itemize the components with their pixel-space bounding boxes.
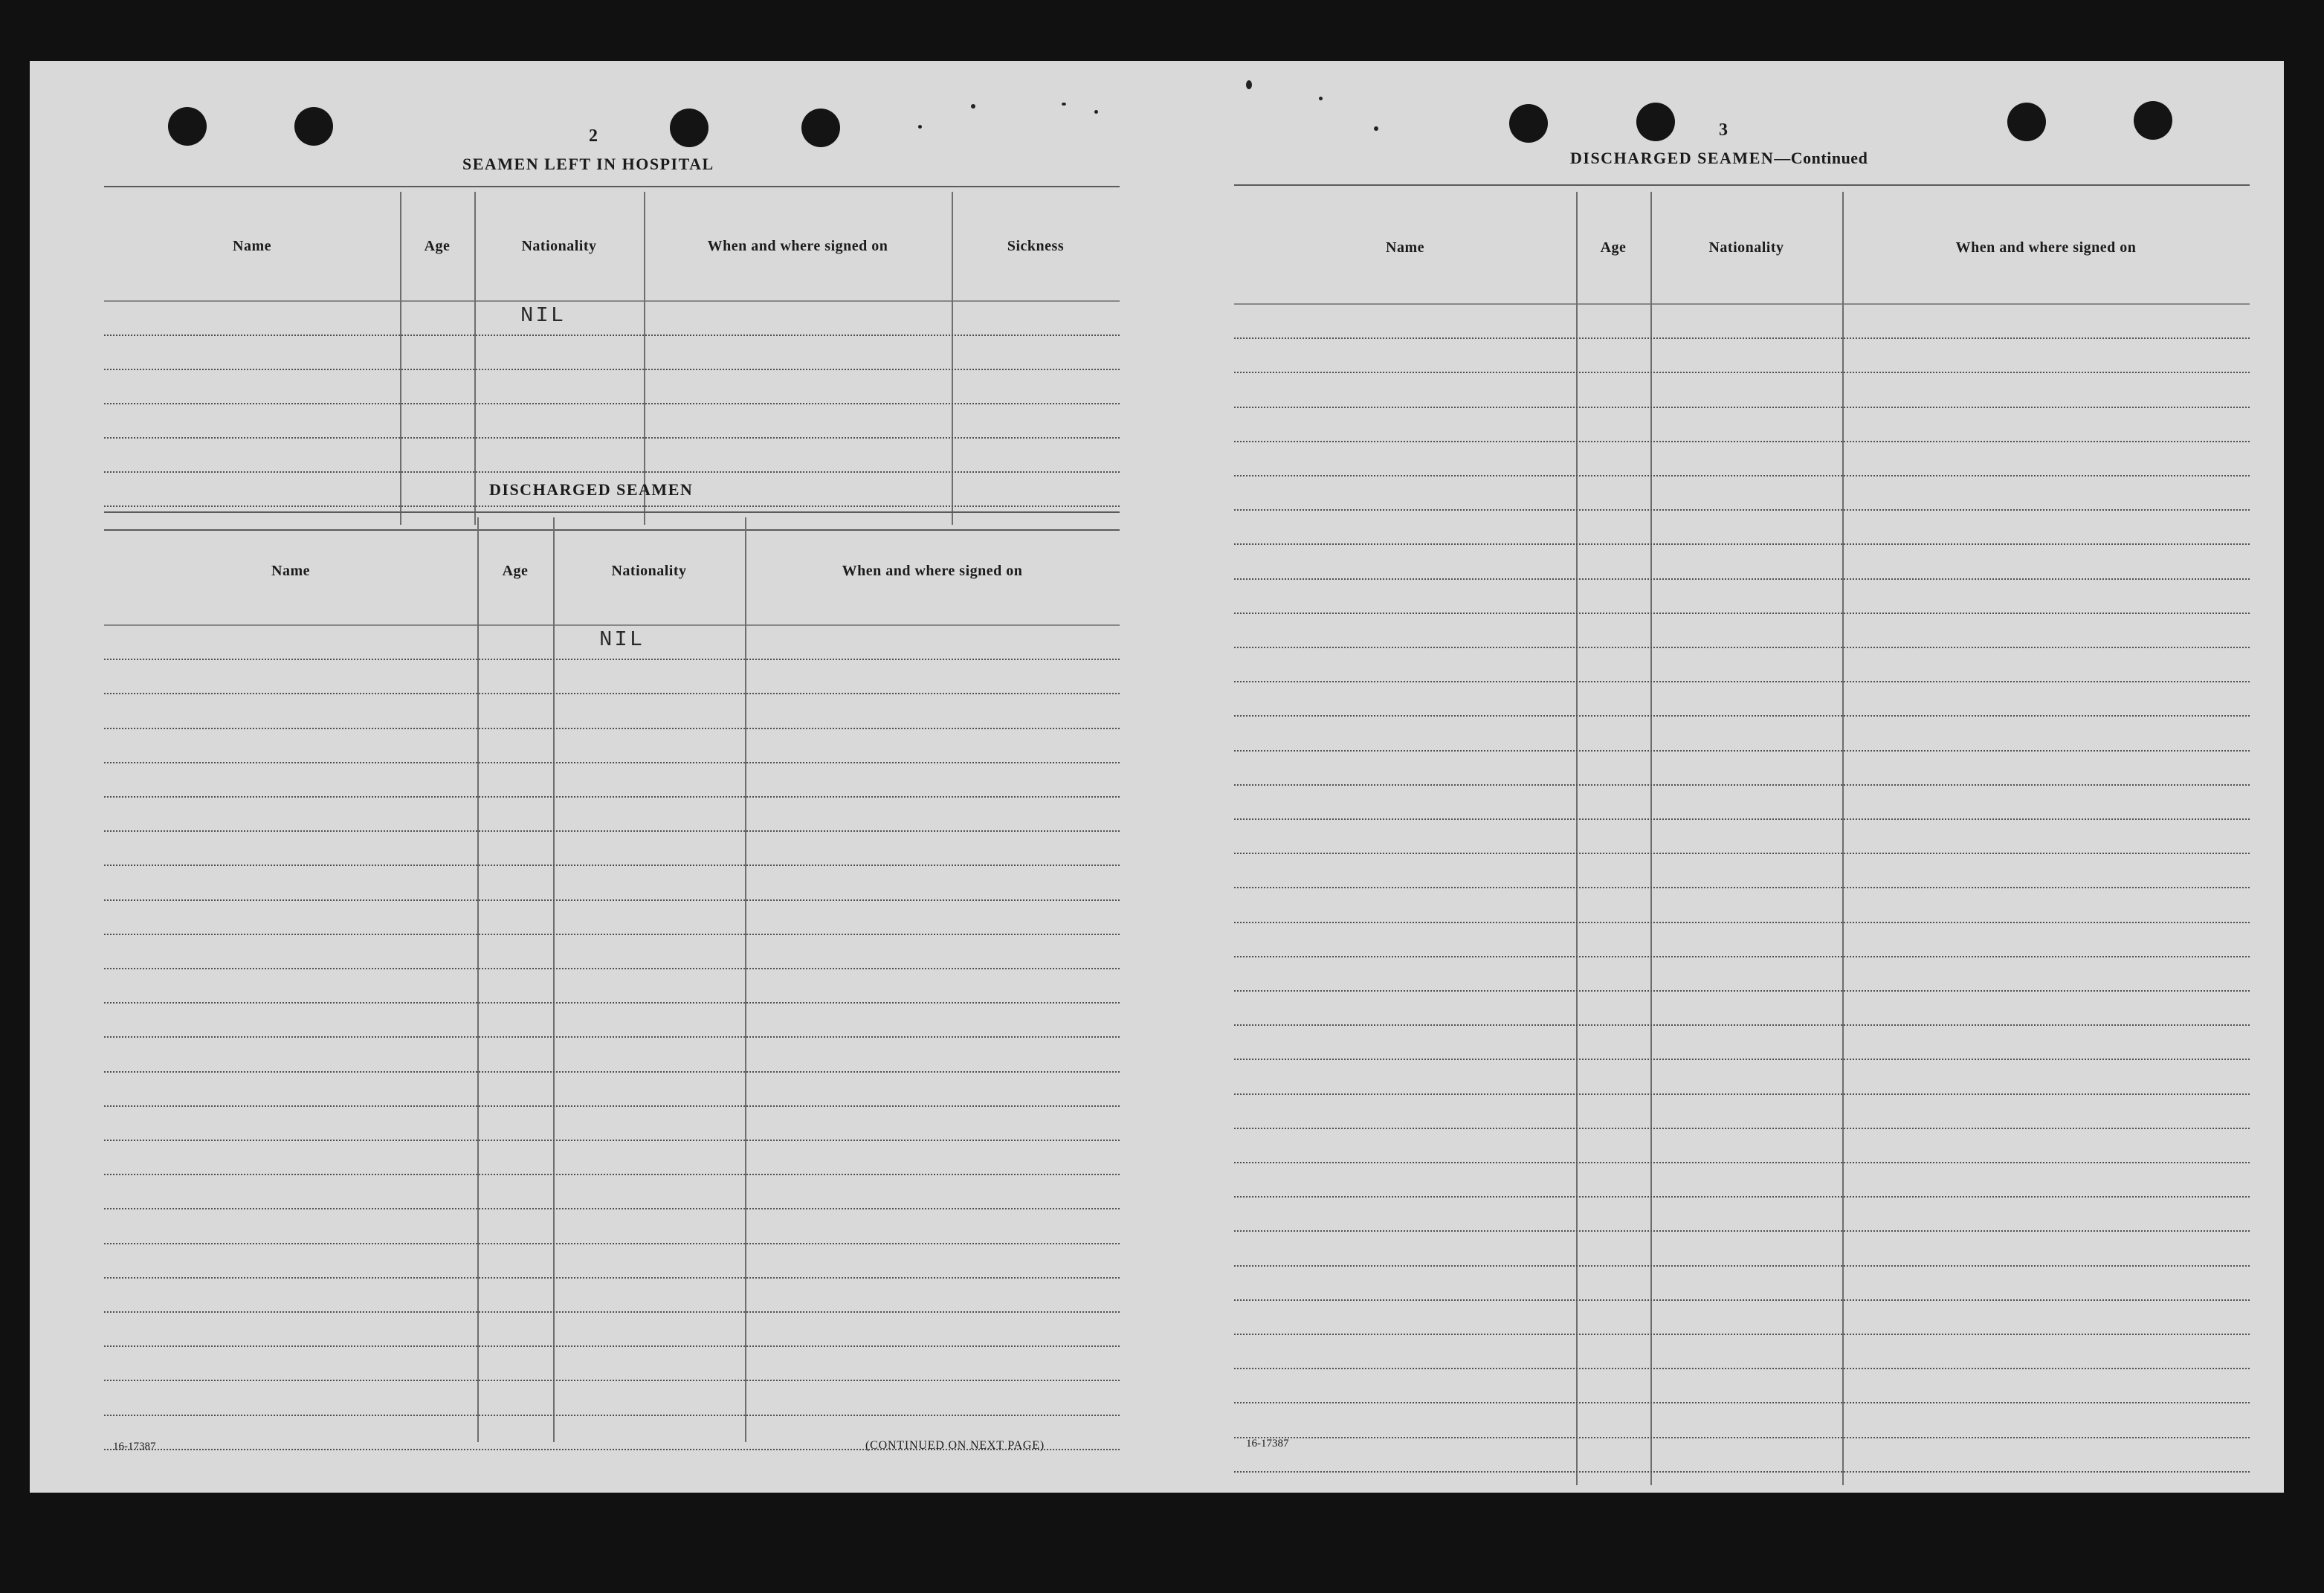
table-row bbox=[1234, 922, 2250, 923]
table-row bbox=[104, 796, 1120, 798]
table-row bbox=[1234, 613, 2250, 614]
table-row bbox=[1234, 681, 2250, 682]
header-rule bbox=[104, 511, 1120, 513]
column-header: When and where signed on bbox=[707, 237, 888, 254]
table-row bbox=[1234, 750, 2250, 752]
table-row bbox=[104, 1002, 1120, 1004]
column-header: Nationality bbox=[1708, 239, 1784, 256]
table-row bbox=[1234, 1334, 2250, 1335]
form-number-right: 16-17387 bbox=[1246, 1438, 1289, 1450]
table-row bbox=[1234, 1471, 2250, 1473]
table-row bbox=[104, 1415, 1120, 1416]
table-row bbox=[104, 1071, 1120, 1073]
column-header: Nationality bbox=[611, 562, 687, 579]
page-number-left: 2 bbox=[589, 126, 598, 146]
table-row bbox=[1234, 509, 2250, 511]
header-rule bbox=[104, 186, 1120, 187]
column-divider bbox=[644, 192, 645, 525]
table-row bbox=[1234, 956, 2250, 957]
table-row bbox=[1234, 1128, 2250, 1129]
speck bbox=[1062, 103, 1066, 106]
page-number-right: 3 bbox=[1719, 120, 1728, 140]
table-row bbox=[104, 934, 1120, 935]
table-row bbox=[104, 865, 1120, 866]
column-divider bbox=[553, 517, 555, 1442]
table-row bbox=[1234, 372, 2250, 373]
table-header bbox=[1234, 192, 2250, 305]
table-row bbox=[1234, 853, 2250, 854]
column-header: Name bbox=[1386, 239, 1424, 256]
punch-hole bbox=[2134, 101, 2172, 140]
hospital-table bbox=[104, 192, 1120, 525]
table-row bbox=[104, 1380, 1120, 1381]
punch-hole bbox=[801, 109, 840, 147]
table-row bbox=[104, 1243, 1120, 1244]
table-row bbox=[1234, 1368, 2250, 1369]
table-row bbox=[1234, 407, 2250, 408]
column-header: Age bbox=[502, 562, 529, 579]
punch-hole bbox=[2007, 103, 2046, 141]
table-row bbox=[1234, 818, 2250, 820]
table-row bbox=[1234, 1196, 2250, 1198]
table-row bbox=[1234, 1093, 2250, 1095]
discharged-table bbox=[104, 517, 1120, 1442]
header-rule bbox=[1234, 184, 2250, 186]
continued-note: (CONTINUED ON NEXT PAGE) bbox=[865, 1439, 1045, 1452]
punch-hole bbox=[1509, 104, 1548, 143]
punch-hole bbox=[294, 107, 333, 146]
column-header: When and where signed on bbox=[842, 562, 1023, 579]
table-row bbox=[1234, 578, 2250, 580]
speck bbox=[1319, 97, 1323, 100]
column-header: Age bbox=[1600, 239, 1627, 256]
table-row bbox=[1234, 1230, 2250, 1232]
table-row bbox=[104, 1140, 1120, 1141]
table-row bbox=[104, 762, 1120, 763]
table-row bbox=[104, 403, 1120, 404]
speck bbox=[1374, 126, 1378, 131]
table-row bbox=[1234, 784, 2250, 786]
hospital-section-title: SEAMEN LEFT IN HOSPITAL bbox=[462, 155, 714, 173]
table-header bbox=[104, 517, 1120, 626]
table-row bbox=[104, 830, 1120, 832]
table-row bbox=[104, 335, 1120, 336]
table-row bbox=[1234, 337, 2250, 339]
speck bbox=[971, 104, 975, 109]
title-main: DISCHARGED SEAMEN bbox=[1570, 149, 1775, 167]
table-header bbox=[104, 192, 1120, 302]
table-row bbox=[1234, 887, 2250, 888]
column-divider bbox=[1576, 192, 1578, 1485]
column-divider bbox=[474, 192, 476, 525]
table-row bbox=[1234, 990, 2250, 992]
table-row bbox=[1234, 1299, 2250, 1301]
table-row bbox=[1234, 715, 2250, 717]
discharged-continued-table bbox=[1234, 192, 2250, 1485]
title-suffix: —Continued bbox=[1774, 149, 1868, 167]
table-row bbox=[104, 1277, 1120, 1279]
table-row bbox=[104, 1036, 1120, 1038]
table-row bbox=[104, 659, 1120, 660]
column-divider bbox=[745, 517, 746, 1442]
speck bbox=[1094, 110, 1098, 114]
table-row bbox=[104, 369, 1120, 370]
column-header: Sickness bbox=[1007, 237, 1065, 254]
table-row bbox=[1234, 475, 2250, 476]
column-header: When and where signed on bbox=[1955, 239, 2137, 256]
column-header: Nationality bbox=[521, 237, 597, 254]
table-row bbox=[104, 1345, 1120, 1347]
table-row bbox=[1234, 1162, 2250, 1163]
speck bbox=[1246, 80, 1252, 89]
table-row bbox=[104, 693, 1120, 694]
table-row bbox=[104, 728, 1120, 729]
document-sheet bbox=[30, 61, 2284, 1493]
discharged-section-title: DISCHARGED SEAMEN bbox=[489, 480, 694, 499]
table-row bbox=[104, 899, 1120, 901]
table-row bbox=[1234, 543, 2250, 545]
punch-hole bbox=[1636, 103, 1675, 141]
table-row bbox=[104, 1311, 1120, 1313]
form-number-left: 16-17387 bbox=[113, 1441, 156, 1453]
table-row bbox=[104, 968, 1120, 969]
table-row bbox=[1234, 647, 2250, 648]
table-row bbox=[104, 505, 1120, 507]
continued-section-title bbox=[1570, 149, 1868, 168]
table-row bbox=[104, 1174, 1120, 1175]
table-row bbox=[1234, 1059, 2250, 1060]
table-row bbox=[104, 437, 1120, 439]
nationality-entry: NIL bbox=[520, 303, 567, 328]
table-row bbox=[104, 471, 1120, 473]
table-row bbox=[1234, 1024, 2250, 1026]
column-divider bbox=[1842, 192, 1844, 1485]
punch-hole bbox=[670, 109, 709, 147]
column-header: Name bbox=[233, 237, 271, 254]
table-row bbox=[1234, 1437, 2250, 1438]
column-header: Age bbox=[424, 237, 451, 254]
table-row bbox=[1234, 1402, 2250, 1403]
table-row bbox=[104, 1208, 1120, 1209]
table-row bbox=[1234, 1265, 2250, 1267]
column-header: Name bbox=[271, 562, 310, 579]
nationality-entry: NIL bbox=[599, 627, 645, 652]
column-divider bbox=[1650, 192, 1652, 1485]
speck bbox=[918, 125, 922, 129]
column-divider bbox=[477, 517, 479, 1442]
column-divider bbox=[400, 192, 401, 525]
punch-hole bbox=[168, 107, 207, 146]
column-divider bbox=[952, 192, 953, 525]
table-row bbox=[1234, 441, 2250, 442]
table-row bbox=[104, 1105, 1120, 1107]
